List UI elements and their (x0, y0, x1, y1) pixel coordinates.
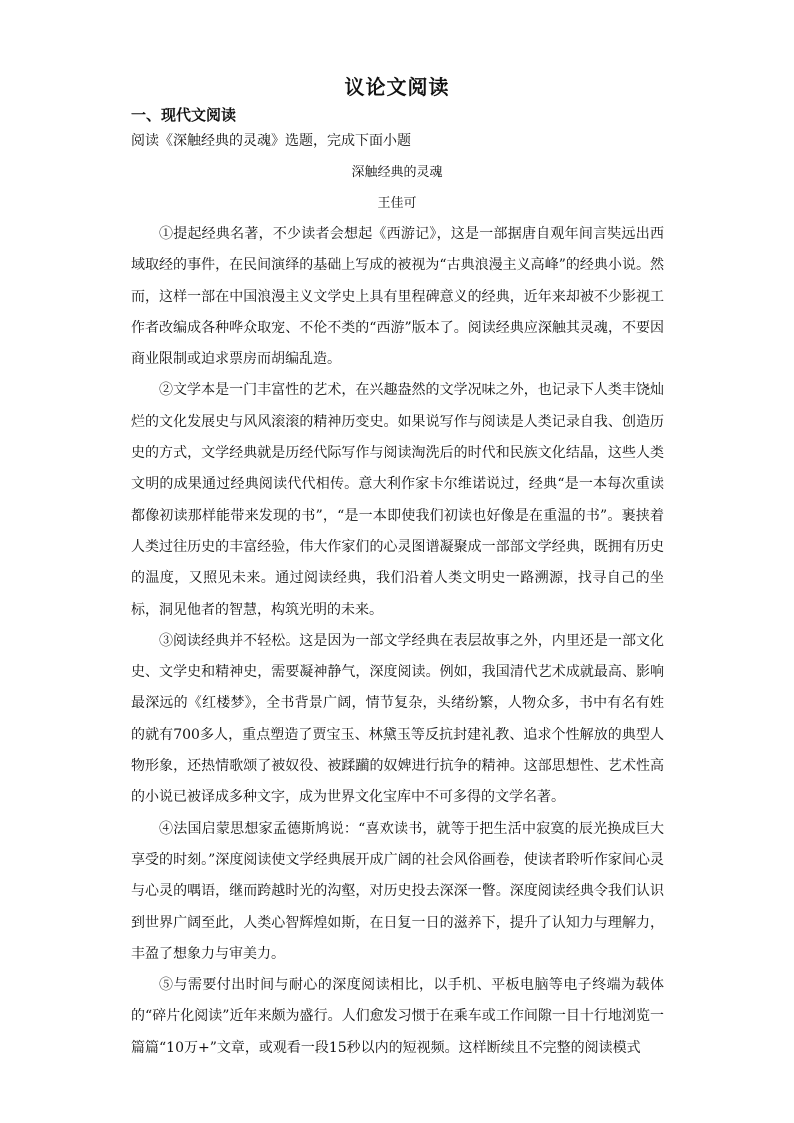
paragraph-4: ④法国启蒙思想家孟德斯鸠说：“喜欢读书，就等于把生活中寂寞的辰光换成巨大享受的时刻。”深度阅读使文学经典展开成广阔的社会风俗画卷，使读者聆听作家间心灵与心灵的喁语，继而跨越时光的沟壑，对历史投去深深一瞥。深度阅读经典令我们认识到世界广阔至此，人类心智辉煌如斯，在日复一日的滋养下，提升了认知力与理解力，丰盈了想象力与审美力。 (131, 820, 664, 962)
article-body (131, 219, 664, 1064)
section-heading: 一、现代文阅读 (131, 106, 237, 124)
paragraph-3: ③阅读经典并不轻松。这是因为一部文学经典在表层故事之外，内里还是一部文化史、文学史和精神史，需要凝神静气，深度阅读。例如，我国清代艺术成就最高、影响最深远的《红楼梦》，全书背景广阔，情节复杂，头绪纷繁，人物众多，书中有名有姓的就有700多人，重点塑造了贾宝玉、林黛玉等反抗封建礼教、追求个性解放的典型人物形象，还热情歌颂了被奴役、被蹂躏的奴婢进行抗争的精神。这部思想性、艺术性高的小说已被译成多种文字，成为世界文化宝库中不可多得的文学名著。 (131, 632, 664, 806)
paragraph-5: ⑤与需要付出时间与耐心的深度阅读相比，以手机、平板电脑等电子终端为载体的“碎片化阅读”近年来颇为盛行。人们愈发习惯于在乘车或工作间隙一目十行地浏览一篇篇“10万+”文章，或观看一段15秒以内的短视频。这样断续且不完整的阅读模式 (131, 977, 664, 1056)
article-title: 深触经典的灵魂 (351, 165, 443, 180)
document-title: 议论文阅读 (344, 75, 450, 99)
article-author: 王佳可 (377, 196, 417, 211)
reading-instruction: 阅读《深触经典的灵魂》选题，完成下面小题 (131, 133, 411, 149)
paragraph-2: ②文学本是一门丰富性的艺术，在兴趣盎然的文学况味之外，也记录下人类丰饶灿烂的文化发展史与风风滚滚的精神历变史。如果说写作与阅读是人类记录自我、创造历史的方式，文学经典就是历经代际写作与阅读淘洗后的时代和民族文化结晶，这些人类文明的成果通过经典阅读代代相传。意大利作家卡尔维诺说过，经典“是一本每次重读都像初读那样能带来发现的书”，“是一本即使我们初读也好像是在重温的书”。裹挟着人类过往历史的丰富经验，伟大作家们的心灵图谱凝聚成一部部文学经典，既拥有历史的温度，又照见未来。通过阅读经典，我们沿着人类文明史一路溯源，找寻自己的坐标，洞见他者的智慧，构筑光明的未来。 (131, 382, 664, 618)
paragraph-1: ①提起经典名著，不少读者会想起《西游记》，这是一部据唐自观年间言奘远出西域取经的事件，在民间演绎的基础上写成的被视为“古典浪漫主义高峰”的经典小说。然而，这样一部在中国浪漫主义文学史上具有里程碑意义的经典，近年来却被不少影视工作者改编成各种哗众取宠、不伦不类的“西游”版本了。阅读经典应深触其灵魂，不要因商业限制或迫求票房而胡编乱造。 (131, 226, 664, 368)
